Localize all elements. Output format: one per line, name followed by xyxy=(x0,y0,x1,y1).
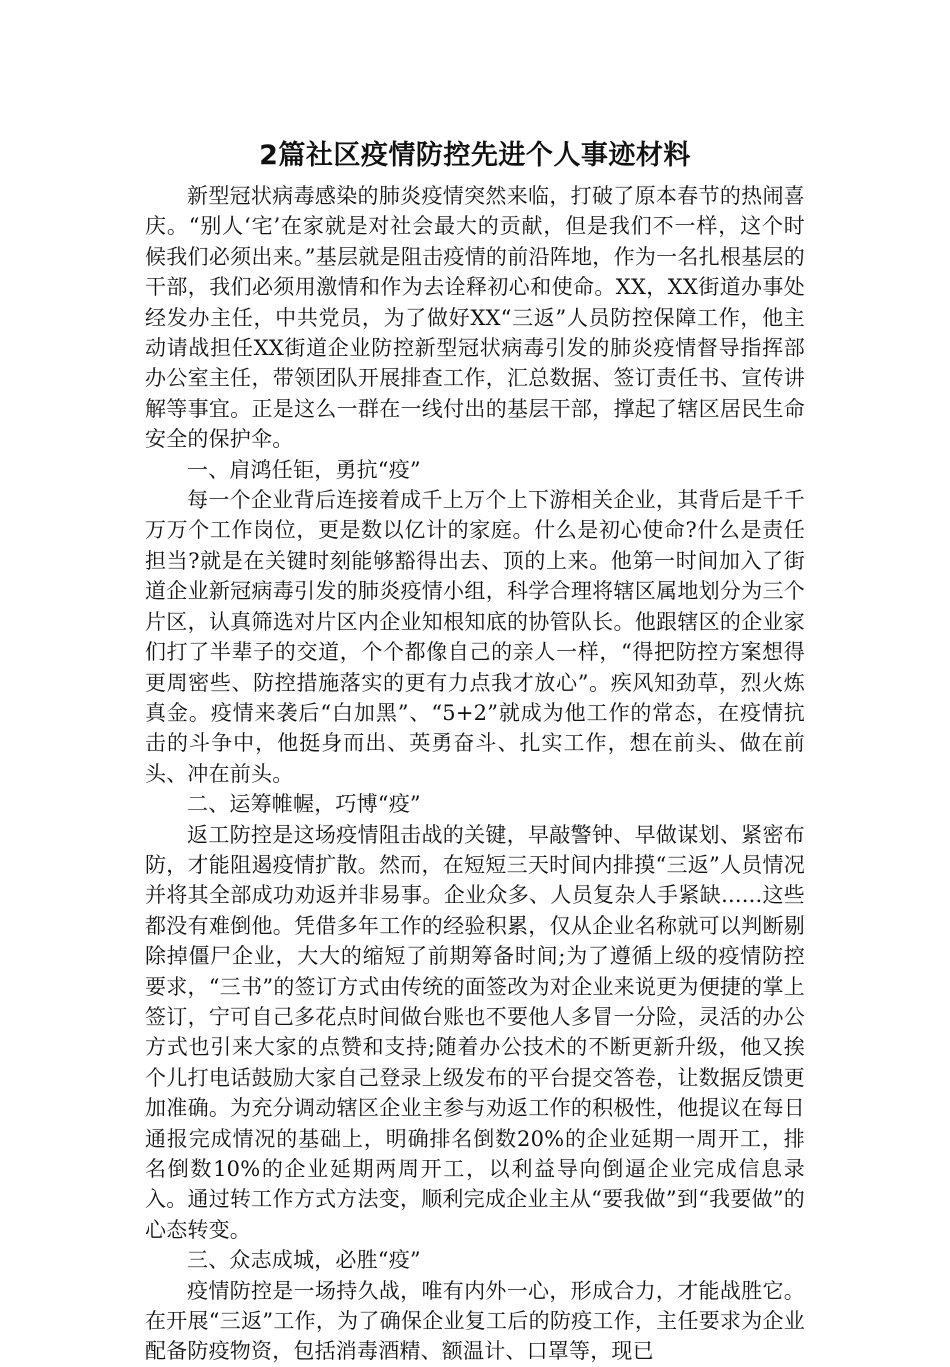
section-heading-1: 一、肩鸿任钜，勇抗“疫” xyxy=(187,457,421,482)
section-1-paragraph: 每一个企业背后连接着成千上万个上下游相关企业，其背后是千千万万个工作岗位，更是数以亿计的家庭。什么是初心使命?什么是责任担当?就是在关键时刻能够豁得出去、顶的上来。他第一时间加入了街道企业新冠病毒引发的肺炎疫情小组，科学合理将辖区属地划分为三个片区，认真筛选对片区内企业知根知底的协管队长。他跟辖区的企业家们打了半辈子的交道，个个都像自己的亲人一样，“得把防控方案想得更周密些、防控措施落实的更有力点我才放心”。疾风知劲草，烈火炼真金。疫情来袭后“白加黑”、“5+2”就成为他工作的常态，在疫情抗击的斗争中，他挺身而出、英勇奋斗、扎实工作，想在前头、做在前头、冲在前头。 xyxy=(145,488,805,786)
section-2-paragraph: 返工防控是这场疫情阻击战的关键，早敲警钟、早做谋划、紧密布防，才能阻遏疫情扩散。然而，在短短三天时间内排摸“三返”人员情况并将其全部成功劝返并非易事。企业众多、人员复杂人手紧缺......这些都没有难倒他。凭借多年工作的经验积累，仅从企业名称就可以判断剔除掉僵尸企业，大大的缩短了前期筹备时间;为了遵循上级的疫情防控要求，“三书”的签订方式由传统的面签改为对企业来说更为便捷的掌上签订，宁可自己多花点时间做台账也不要他人多冒一分险，灵活的办公方式也引来大家的点赞和支持;随着办公技术的不断更新升级，他又挨个儿打电话鼓励大家自己登录上级发布的平台提交答卷，让数据反馈更加准确。为充分调动辖区企业主参与劝返工作的积极性，他提议在每日通报完成情况的基础上，明确排名倒数20%的企业延期一周开工，排名倒数10%的企业延期两周开工，以利益导向倒逼企业完成信息录入。通过转工作方式方法变，顺利完成企业主从“要我做”到“我要做”的心态转变。 xyxy=(145,822,805,1242)
document-body xyxy=(145,181,805,1367)
section-heading-3: 三、众志成城，必胜“疫” xyxy=(187,1248,421,1273)
document-title: 2篇社区疫情防控先进个人事迹材料 xyxy=(259,140,691,171)
section-heading-2: 二、运筹帷幄，巧博“疫” xyxy=(187,792,421,817)
section-3-paragraph: 疫情防控是一场持久战，唯有内外一心，形成合力，才能战胜它。在开展“三返”工作，为了确保企业复工后的防疫工作，主任要求为企业配备防疫物资，包括消毒酒精、额温计、口罩等，现已 xyxy=(145,1278,805,1364)
intro-paragraph: 新型冠状病毒感染的肺炎疫情突然来临，打破了原本春节的热闹喜庆。“别人‘宅’在家就是对社会最大的贡献，但是我们不一样，这个时候我们必须出来。”基层就是阻击疫情的前沿阵地，作为一名扎根基层的干部，我们必须用激情和作为去诠释初心和使命。XX，XX街道办事处经发办主任，中共党员，为了做好XX“三返”人员防控保障工作，他主动请战担任XX街道企业防控新型冠状病毒引发的肺炎疫情督导指挥部办公室主任，带领团队开展排查工作，汇总数据、签订责任书、宣传讲解等事宜。正是这么一群在一线付出的基层干部，撑起了辖区居民生命安全的保护伞。 xyxy=(145,184,805,452)
